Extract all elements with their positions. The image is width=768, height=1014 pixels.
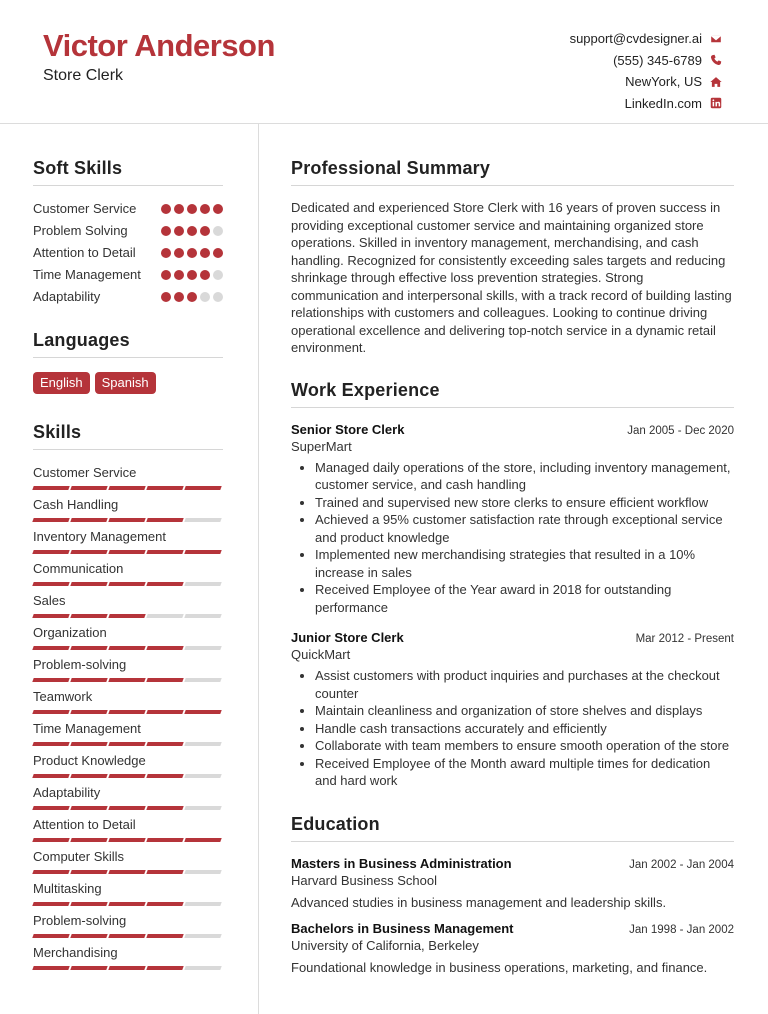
rating-dot [200, 248, 210, 258]
job-date: Jan 2005 - Dec 2020 [627, 424, 734, 437]
skill-level-segment [108, 646, 145, 650]
skill-level-bar [33, 902, 223, 906]
soft-skill-rating [161, 248, 223, 258]
skill-level-segment [146, 582, 183, 586]
languages-list [33, 372, 223, 394]
contact-linkedin[interactable] [570, 93, 722, 115]
skill-item [33, 528, 223, 554]
skill-level-segment [184, 486, 221, 490]
skill-level-segment [108, 870, 145, 874]
skill-level-segment [108, 934, 145, 938]
skill-level-segment [70, 966, 107, 970]
skill-label: Cash Handling [33, 497, 119, 512]
job-header [291, 422, 734, 437]
skill-item [33, 944, 223, 970]
skill-level-bar [33, 486, 223, 490]
skill-label: Organization [33, 625, 107, 640]
skill-level-segment [70, 902, 107, 906]
soft-skill-item [33, 266, 223, 284]
skill-label: Time Management [33, 721, 141, 736]
soft-skill-label: Problem Solving [33, 223, 128, 238]
job-bullet: • Received Employee of the Year award in 2018 for outstanding performance [315, 581, 734, 616]
rating-dot [213, 248, 223, 258]
skill-label: Communication [33, 561, 124, 576]
skill-level-segment [184, 518, 221, 522]
job-entry [291, 422, 734, 617]
skill-level-segment [108, 582, 145, 586]
phone-icon [709, 54, 722, 67]
education-school: University of California, Berkeley [291, 937, 479, 953]
skill-level-bar [33, 614, 223, 618]
skill-level-segment [146, 486, 183, 490]
column-divider [258, 124, 259, 1014]
job-company: SuperMart [291, 438, 352, 454]
skill-label: Inventory Management [33, 529, 166, 544]
job-bullets [291, 667, 734, 790]
skill-level-segment [32, 518, 69, 522]
skill-level-segment [108, 614, 145, 618]
skill-level-segment [146, 678, 183, 682]
education-school: Harvard Business School [291, 872, 437, 888]
job-title: Senior Store Clerk [291, 421, 405, 437]
skill-item [33, 592, 223, 618]
education-description: Advanced studies in business management and leadership skills. [291, 894, 667, 910]
skill-level-segment [32, 646, 69, 650]
skill-level-segment [70, 550, 107, 554]
skill-level-segment [108, 774, 145, 778]
skill-label: Multitasking [33, 881, 102, 896]
skill-level-segment [146, 742, 183, 746]
rating-dot [174, 248, 184, 258]
skill-level-segment [108, 838, 145, 842]
skill-item [33, 816, 223, 842]
soft-skill-rating [161, 226, 223, 236]
soft-skill-rating [161, 270, 223, 280]
skill-level-segment [70, 806, 107, 810]
contact-linkedin-text: LinkedIn.com [624, 95, 702, 111]
skill-level-segment [32, 934, 69, 938]
skill-level-segment [184, 582, 221, 586]
skill-level-segment [70, 614, 107, 618]
soft-skill-label: Attention to Detail [33, 245, 136, 260]
skill-level-segment [146, 614, 183, 618]
skill-item [33, 464, 223, 490]
skill-item [33, 912, 223, 938]
skill-label: Computer Skills [33, 849, 125, 864]
skill-item [33, 848, 223, 874]
rating-dot [200, 270, 210, 280]
rating-dot [187, 292, 197, 302]
skill-level-segment [146, 774, 183, 778]
skill-level-segment [184, 838, 221, 842]
education-degree: Bachelors in Business Management [291, 920, 514, 936]
skill-level-segment [184, 870, 221, 874]
rating-dot [174, 270, 184, 280]
right-column [291, 124, 734, 976]
home-icon [709, 75, 722, 88]
skill-level-segment [70, 710, 107, 714]
summary-text: Dedicated and experienced Store Clerk with 16 years of proven success in providing exceptional customer service and maintaining organized store operations. Skilled in inventory management, merchandising, and cash handling. Recognized for consistently exceeding sales targets and reducing shrinkage through effective loss prevention strategies. Strong communication and interpersonal skills, with a track record of building lasting relationships with customers and colleagues. Looking to continue driving operational excellence and delivering top-notch service in a dynamic retail environment. [291, 200, 732, 355]
skill-level-segment [70, 870, 107, 874]
contact-email-text: support@cvdesigner.ai [569, 31, 702, 47]
skill-item [33, 688, 223, 714]
skill-level-segment [32, 550, 69, 554]
job-bullet: • Assist customers with product inquiries and purchases at the checkout counter [315, 667, 734, 702]
candidate-role: Store Clerk [43, 67, 124, 84]
skill-level-segment [184, 806, 221, 810]
rating-dot [174, 204, 184, 214]
education-date: Jan 1998 - Jan 2002 [629, 923, 734, 936]
skill-level-segment [184, 646, 221, 650]
skill-label: Sales [33, 593, 66, 608]
skill-level-segment [146, 934, 183, 938]
skill-level-segment [32, 870, 69, 874]
job-title: Junior Store Clerk [291, 630, 404, 645]
skill-item [33, 560, 223, 586]
skill-level-segment [146, 806, 183, 810]
education-heading: Education [291, 814, 734, 842]
skill-label: Problem-solving [33, 657, 127, 672]
job-bullet: • Collaborate with team members to ensure smooth operation of the store [315, 737, 734, 755]
language-badge: English [33, 372, 90, 394]
skill-level-bar [33, 966, 223, 970]
skill-level-segment [70, 934, 107, 938]
skill-level-segment [108, 966, 145, 970]
rating-dot [174, 292, 184, 302]
soft-skill-rating [161, 204, 223, 214]
skill-level-segment [108, 550, 145, 554]
contact-email[interactable] [570, 28, 722, 50]
rating-dot [213, 292, 223, 302]
skill-level-bar [33, 710, 223, 714]
skill-label: Teamwork [33, 689, 93, 704]
skill-level-segment [184, 774, 221, 778]
rating-dot [161, 204, 171, 214]
skill-level-bar [33, 518, 223, 522]
skill-level-segment [146, 710, 183, 714]
rating-dot [200, 226, 210, 236]
job-header [291, 630, 734, 645]
job-entry [291, 630, 734, 790]
skill-item [33, 880, 223, 906]
soft-skill-item [33, 288, 223, 306]
skill-level-segment [32, 742, 69, 746]
skill-label: Customer Service [33, 465, 137, 480]
skill-level-bar [33, 550, 223, 554]
contact-location [570, 71, 722, 93]
skill-level-segment [108, 710, 145, 714]
soft-skill-label: Customer Service [33, 201, 137, 216]
skill-level-segment [108, 806, 145, 810]
skill-level-segment [184, 678, 221, 682]
soft-skill-item [33, 200, 223, 218]
linkedin-icon [709, 97, 722, 110]
job-bullets [291, 459, 734, 617]
skill-level-segment [146, 646, 183, 650]
skill-label: Product Knowledge [33, 753, 146, 768]
skill-level-segment [32, 838, 69, 842]
rating-dot [187, 226, 197, 236]
experience-heading: Work Experience [291, 380, 734, 408]
soft-skills-list [33, 200, 223, 306]
rating-dot [161, 248, 171, 258]
rating-dot [187, 270, 197, 280]
skill-level-segment [32, 902, 69, 906]
skill-level-bar [33, 806, 223, 810]
rating-dot [200, 292, 210, 302]
skills-heading: Skills [33, 422, 223, 450]
soft-skill-label: Time Management [33, 267, 141, 282]
skill-level-segment [70, 518, 107, 522]
skill-level-segment [70, 582, 107, 586]
skill-level-bar [33, 774, 223, 778]
education-header [291, 856, 734, 871]
education-header [291, 921, 734, 936]
skill-level-segment [184, 710, 221, 714]
skill-level-bar [33, 678, 223, 682]
job-company: QuickMart [291, 647, 351, 662]
job-date: Mar 2012 - Present [635, 633, 734, 645]
skill-level-segment [32, 678, 69, 682]
education-description: Foundational knowledge in business operations, marketing, and finance. [291, 959, 708, 975]
education-date: Jan 2002 - Jan 2004 [629, 858, 734, 871]
contact-location-text: NewYork, US [625, 74, 702, 90]
skill-level-segment [146, 966, 183, 970]
soft-skill-item [33, 244, 223, 262]
skill-level-segment [184, 614, 221, 618]
job-bullet: • Implemented new merchandising strategies that resulted in a 10% increase in sales [315, 546, 734, 581]
skill-level-segment [32, 614, 69, 618]
skill-level-segment [184, 966, 221, 970]
skill-level-segment [32, 806, 69, 810]
skill-level-segment [184, 742, 221, 746]
job-bullet: • Received Employee of the Month award multiple times for dedication and hard work [315, 755, 734, 790]
contact-phone[interactable] [570, 50, 722, 72]
job-bullet: • Trained and supervised new store clerks to ensure efficient workflow [315, 494, 734, 512]
languages-heading: Languages [33, 330, 223, 358]
skill-label: Problem-solving [33, 913, 127, 928]
skill-level-segment [32, 710, 69, 714]
skill-level-segment [32, 486, 69, 490]
rating-dot [213, 226, 223, 236]
skill-level-segment [70, 678, 107, 682]
job-bullet: • Achieved a 95% customer satisfaction rate through exceptional service and product knowledge [315, 511, 734, 546]
skill-label: Adaptability [33, 785, 101, 800]
rating-dot [161, 226, 171, 236]
rating-dot [200, 204, 210, 214]
skill-level-segment [32, 774, 69, 778]
rating-dot [213, 204, 223, 214]
job-bullet: • Maintain cleanliness and organization of store shelves and displays [315, 702, 734, 720]
left-column [33, 124, 223, 976]
resume-header [0, 0, 768, 124]
skill-level-segment [32, 966, 69, 970]
job-bullet: • Handle cash transactions accurately and efficiently [315, 720, 734, 738]
skill-level-bar [33, 934, 223, 938]
skill-item [33, 624, 223, 650]
skill-level-bar [33, 742, 223, 746]
skill-level-segment [70, 742, 107, 746]
skill-level-segment [146, 550, 183, 554]
skill-level-segment [146, 838, 183, 842]
skill-level-bar [33, 646, 223, 650]
education-list [291, 856, 734, 976]
skill-level-segment [184, 902, 221, 906]
skill-label: Merchandising [33, 945, 118, 960]
soft-skills-heading: Soft Skills [33, 158, 223, 186]
soft-skill-label: Adaptability [33, 289, 101, 304]
skill-level-segment [108, 518, 145, 522]
rating-dot [213, 270, 223, 280]
candidate-name: Victor Anderson [43, 28, 275, 63]
skill-level-segment [146, 902, 183, 906]
skill-level-bar [33, 582, 223, 586]
skill-label: Attention to Detail [33, 817, 136, 832]
skill-level-segment [70, 774, 107, 778]
skill-level-segment [70, 486, 107, 490]
skill-item [33, 720, 223, 746]
rating-dot [174, 226, 184, 236]
soft-skill-rating [161, 292, 223, 302]
skill-level-segment [108, 902, 145, 906]
skill-level-segment [32, 582, 69, 586]
skill-item [33, 496, 223, 522]
soft-skill-item [33, 222, 223, 240]
education-degree: Masters in Business Administration [291, 855, 512, 871]
skill-level-segment [108, 742, 145, 746]
skill-level-segment [184, 934, 221, 938]
rating-dot [187, 204, 197, 214]
rating-dot [161, 270, 171, 280]
rating-dot [161, 292, 171, 302]
experience-list [291, 422, 734, 790]
skill-level-segment [184, 550, 221, 554]
skill-item [33, 752, 223, 778]
summary-heading: Professional Summary [291, 158, 734, 186]
rating-dot [187, 248, 197, 258]
job-bullet: • Managed daily operations of the store, including inventory management, customer service, and cash handling [315, 459, 734, 494]
skill-level-segment [108, 678, 145, 682]
skill-item [33, 784, 223, 810]
skill-level-segment [108, 486, 145, 490]
skill-level-segment [70, 838, 107, 842]
education-entry [291, 921, 734, 976]
envelope-icon [709, 32, 722, 45]
contact-block [570, 28, 722, 114]
skill-level-segment [70, 646, 107, 650]
skill-level-bar [33, 870, 223, 874]
skill-item [33, 656, 223, 682]
skill-level-segment [146, 870, 183, 874]
contact-phone-text: (555) 345-6789 [613, 52, 702, 68]
education-entry [291, 856, 734, 911]
skill-level-segment [146, 518, 183, 522]
language-badge: Spanish [95, 372, 156, 394]
skill-level-bar [33, 838, 223, 842]
skills-list [33, 464, 223, 970]
